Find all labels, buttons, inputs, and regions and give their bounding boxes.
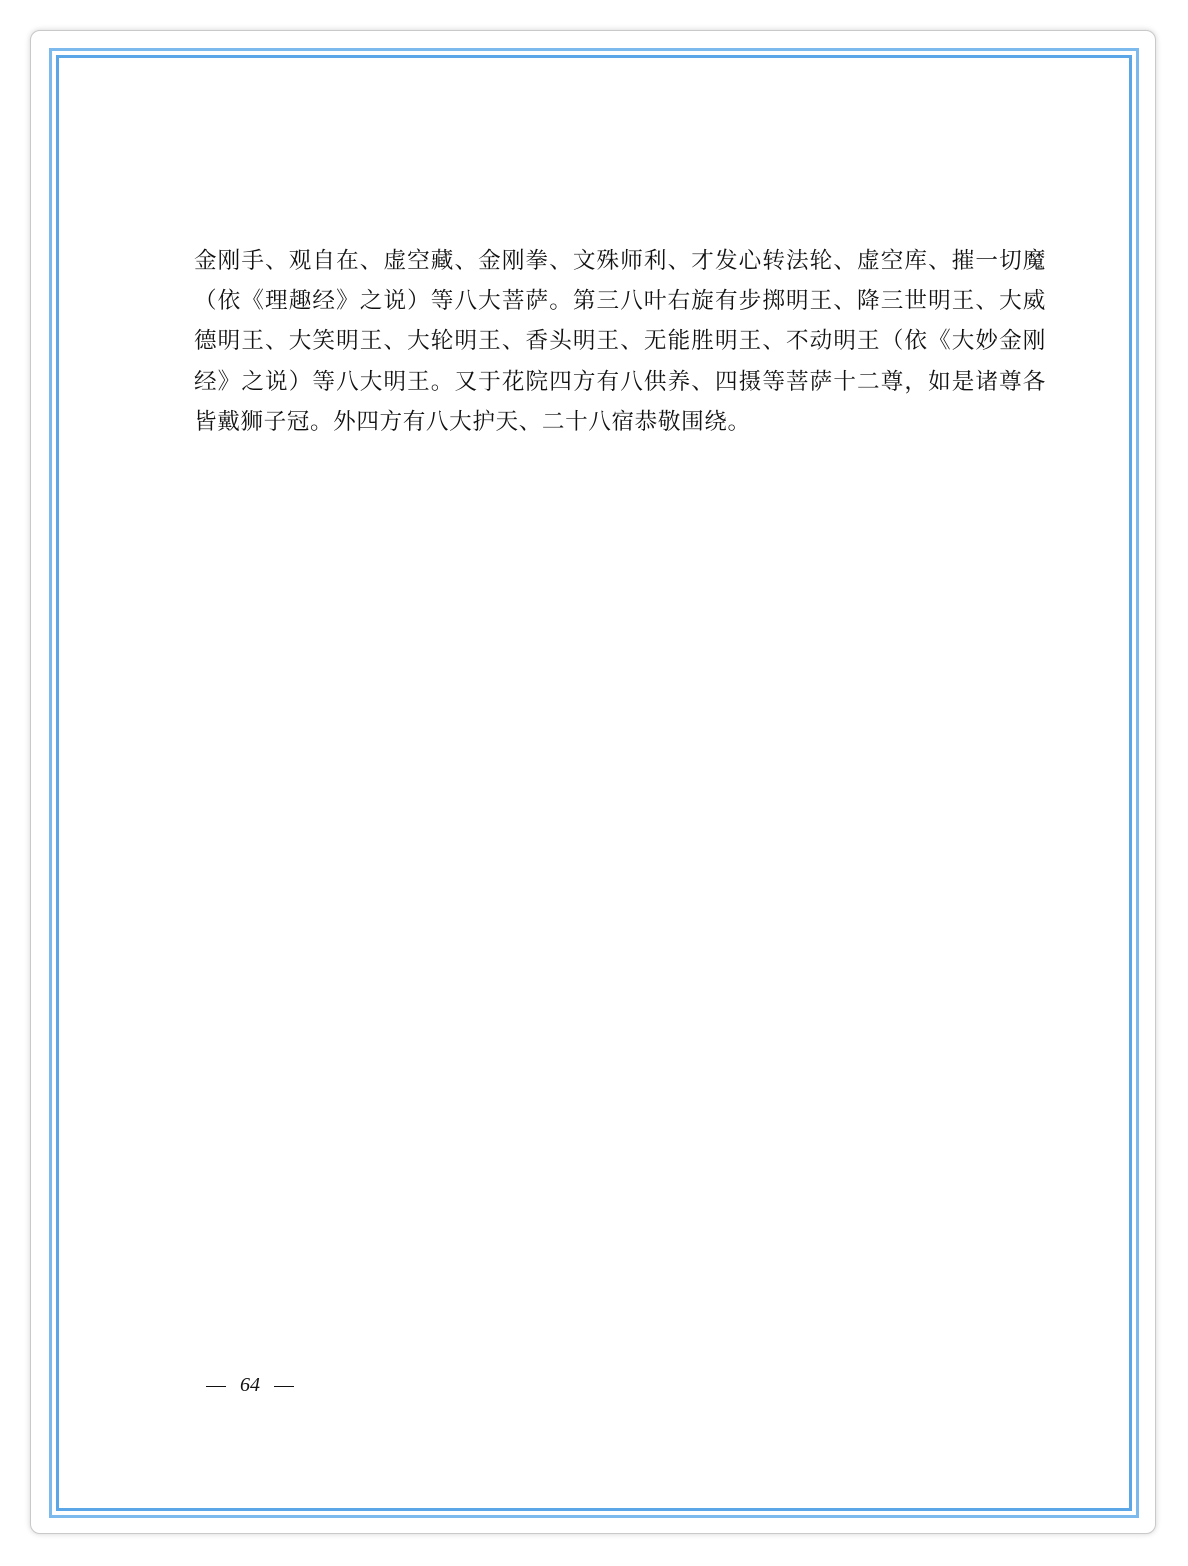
page-number-dash-right (274, 1386, 294, 1387)
page-number (206, 1374, 294, 1397)
body-paragraph: 金刚手、观自在、虚空藏、金刚拳、文殊师利、才发心转法轮、虚空库、摧一切魔（依《理趣经》之说）等八大菩萨。第三八叶右旋有步掷明王、降三世明王、大威德明王、大笑明王、大轮明王、香头明王、无能胜明王、不动明王（依《大妙金刚经》之说）等八大明王。又于花院四方有八供养、四摄等菩萨十二尊，如是诸尊各皆戴狮子冠。外四方有八大护天、二十八宿恭敬围绕。 (194, 248, 1046, 435)
page-number-value: 64 (240, 1374, 260, 1396)
page-number-dash-left (206, 1386, 226, 1387)
